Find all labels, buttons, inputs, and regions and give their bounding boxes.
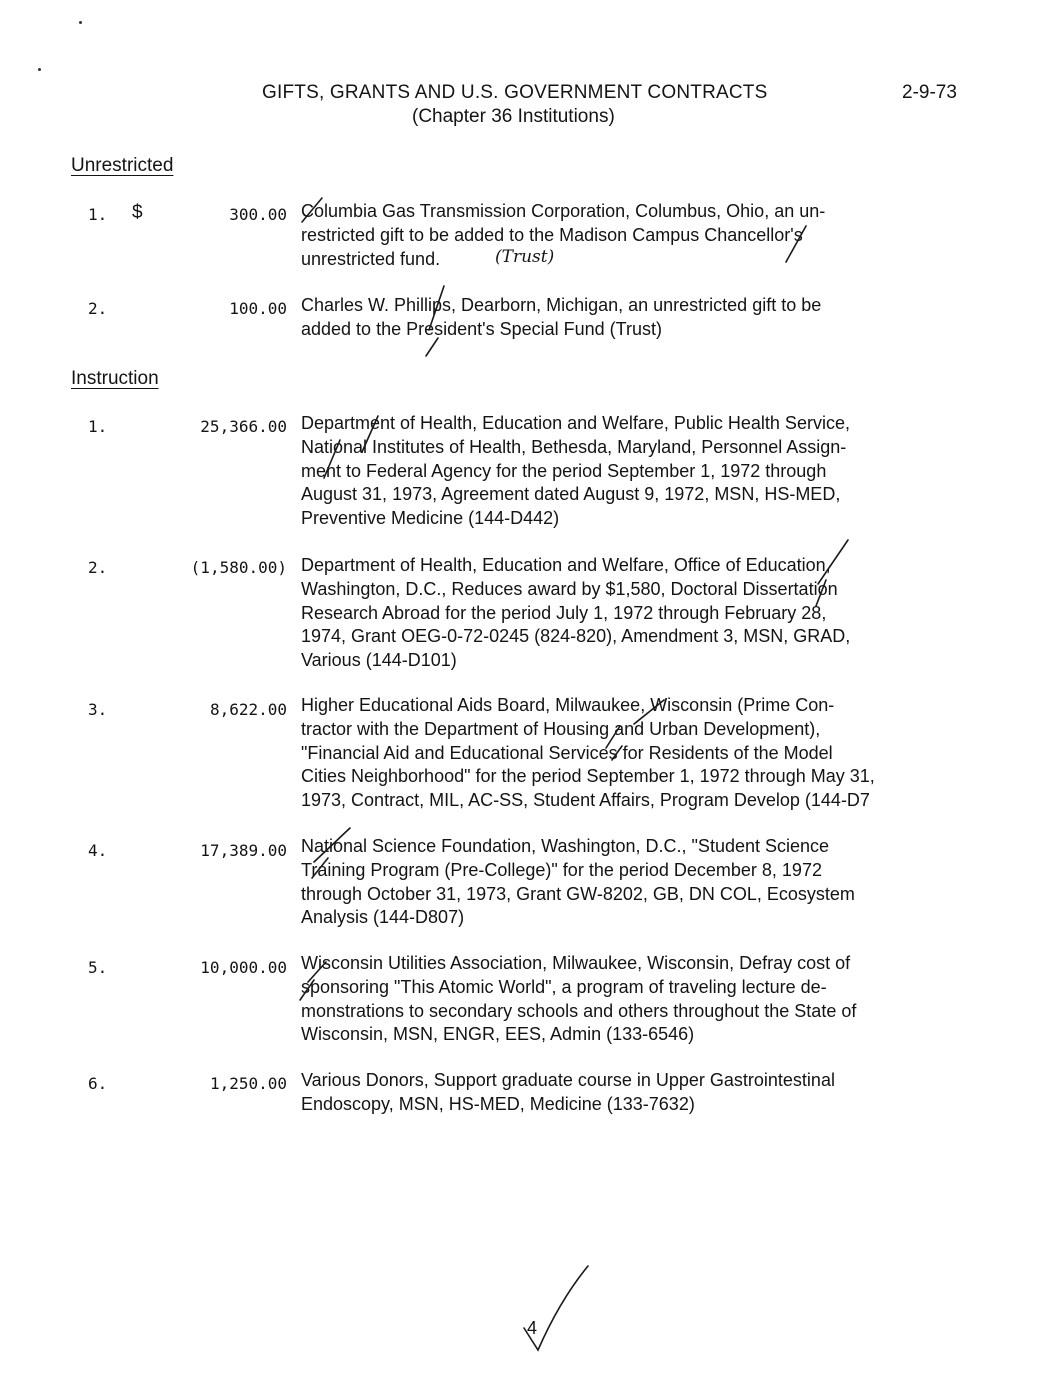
item-description: Wisconsin Utilities Association, Milwaukee, Wisconsin, Defray cost of sponsoring "This Atomic World", a program of traveling lecture de- monstrations to secondary schools and others throughout the State of Wisconsin, MSN, ENGR, EES, Admin (133-6546): [301, 953, 857, 1045]
document-subtitle: (Chapter 36 Institutions): [412, 106, 615, 127]
item-description: National Science Foundation, Washington, D.C., "Student Science Training Program (Pre-College)" for the period December 8, 1972 through October 31, 1973, Grant GW-8202, GB, DN COL, Ecosystem Analysis (144-D807): [301, 836, 855, 928]
section-heading-instruction: Instruction: [71, 368, 159, 389]
item-number: 5.: [88, 958, 108, 977]
item-amount: 100.00: [229, 299, 287, 318]
item-number: 2.: [88, 558, 108, 577]
item-number: 2.: [88, 299, 108, 318]
item-amount: 17,389.00: [200, 841, 287, 860]
item-amount: 300.00: [229, 205, 287, 224]
item-description: Various Donors, Support graduate course in Upper Gastrointestinal Endoscopy, MSN, HS-MED, Medicine (133-7632): [301, 1070, 835, 1114]
item-amount: 25,366.00: [200, 417, 287, 436]
item-description: Higher Educational Aids Board, Milwaukee, Wisconsin (Prime Con- tractor with the Department of Housing and Urban Development), "Financial Aid and Educational Services for Residents of the Model Cities Neighborhood" for the period September 1, 1972 through May 31, 1973, Contract, MIL, AC-SS, Student Affairs, Program Develop (144-D7: [301, 695, 875, 811]
item-amount: (1,580.00): [190, 558, 287, 577]
section-heading-unrestricted: Unrestricted: [71, 155, 174, 176]
handwritten-annotation: (Trust): [495, 247, 555, 267]
item-description: Columbia Gas Transmission Corporation, Columbus, Ohio, an un- restricted gift to be added to the Madison Campus Chancellor's unrestricted fund.: [301, 201, 826, 269]
stray-mark: [79, 21, 82, 24]
item-number: 4.: [88, 841, 108, 860]
item-description: Department of Health, Education and Welfare, Office of Education, Washington, D.C., Reduces award by $1,580, Doctoral Dissertation Research Abroad for the period July 1, 1972 through February 28, 1974, Grant OEG-0-72-0245 (824-820), Amendment 3, MSN, GRAD, Various (144-D101): [301, 555, 851, 671]
item-number: 1.: [88, 205, 108, 224]
stray-mark: [38, 68, 41, 71]
document-date: 2-9-73: [902, 82, 957, 103]
item-description: Charles W. Phillips, Dearborn, Michigan, an unrestricted gift to be added to the President's Special Fund (Trust): [301, 295, 822, 339]
document-title: GIFTS, GRANTS AND U.S. GOVERNMENT CONTRACTS: [262, 82, 768, 103]
item-amount: 8,622.00: [209, 700, 287, 719]
page-number: 4: [527, 1318, 538, 1338]
item-number: 6.: [88, 1074, 108, 1093]
currency-symbol: $: [132, 202, 143, 223]
item-number: 3.: [88, 700, 108, 719]
item-description: Department of Health, Education and Welfare, Public Health Service, National Institutes of Health, Bethesda, Maryland, Personnel Assign- ment to Federal Agency for the period September 1, 1972 through August 31, 1973, Agreement dated August 9, 1972, MSN, HS-MED, Preventive Medicine (144-D442): [301, 413, 850, 529]
item-number: 1.: [88, 417, 108, 436]
item-amount: 10,000.00: [200, 958, 287, 977]
item-amount: 1,250.00: [209, 1074, 287, 1093]
